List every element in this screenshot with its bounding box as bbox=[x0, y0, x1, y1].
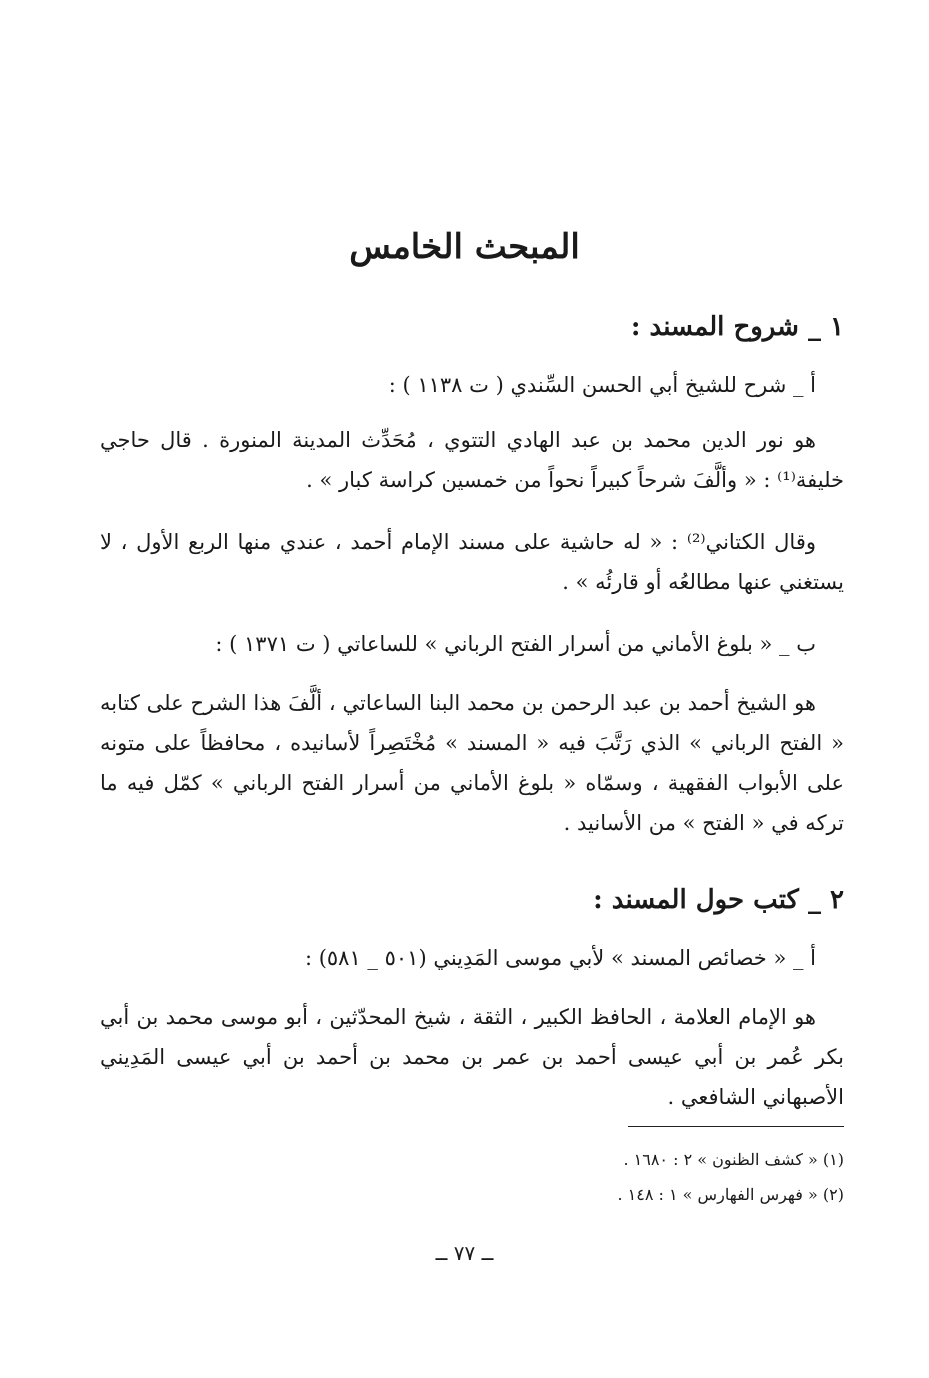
section-1a-heading: أ _ شرح للشيخ أبي الحسن السِّندي ( ت ١١٣٨ ) : bbox=[388, 373, 816, 397]
section-2a-heading: أ _ « خصائص المسند » لأبي موسى المَدِيني (٥٠١ _ ٥٨١) : bbox=[304, 946, 816, 970]
section-2-heading: ٢ _ كتب حول المسند : bbox=[593, 885, 844, 915]
footnote-2: (٢) « فهرس الفهارس » ١ : ١٤٨ . bbox=[617, 1185, 844, 1204]
footnote-divider bbox=[628, 1126, 844, 1127]
page-number: ــ ٧٧ ــ bbox=[435, 1241, 494, 1265]
section-1a-paragraph-2: وقال الكتاني⁽²⁾ : « له حاشية على مسند الإمام أحمد ، عندي منها الربع الأول ، لا يستغني عنها مطالعُه أو قارئُه » . bbox=[100, 530, 844, 594]
section-1b-paragraph-1: هو الشيخ أحمد بن عبد الرحمن بن محمد البنا الساعاتي ، ألَّفَ هذا الشرح على كتابه « الفتح الرباني » الذي رَتَّبَ فيه « المسند » مُخْتَصِراً لأسانيده ، محافظاً على متونه على الأبواب الفقهية ، وسمّاه « بلوغ الأماني من أسرار الفتح الرباني » كمّل فيه ما تركه في « الفتح » من الأسانيد . bbox=[100, 691, 844, 835]
section-2a-paragraph-1: هو الإمام العلامة ، الحافظ الكبير ، الثقة ، شيخ المحدّثين ، أبو موسى محمد بن أبي بكر عُمر بن أبي عيسى أحمد بن عمر بن محمد بن أحمد بن أبي عيسى المَدِيني الأصبهاني الشافعي . bbox=[100, 1005, 844, 1109]
chapter-title: المبحث الخامس bbox=[349, 227, 580, 267]
section-1-heading: ١ _ شروح المسند : bbox=[630, 312, 844, 342]
section-1a-paragraph-1: هو نور الدين محمد بن عبد الهادي التتوي ، مُحَدِّث المدينة المنورة . قال حاجي خليفة⁽¹⁾ : « وألَّفَ شرحاً كبيراً نحواً من خمسين كراسة كبار » . bbox=[100, 428, 844, 492]
section-1b-heading: ب _ « بلوغ الأماني من أسرار الفتح الرباني » للساعاتي ( ت ١٣٧١ ) : bbox=[215, 632, 816, 656]
footnote-1: (١) « كشف الظنون » ٢ : ١٦٨٠ . bbox=[623, 1150, 844, 1169]
